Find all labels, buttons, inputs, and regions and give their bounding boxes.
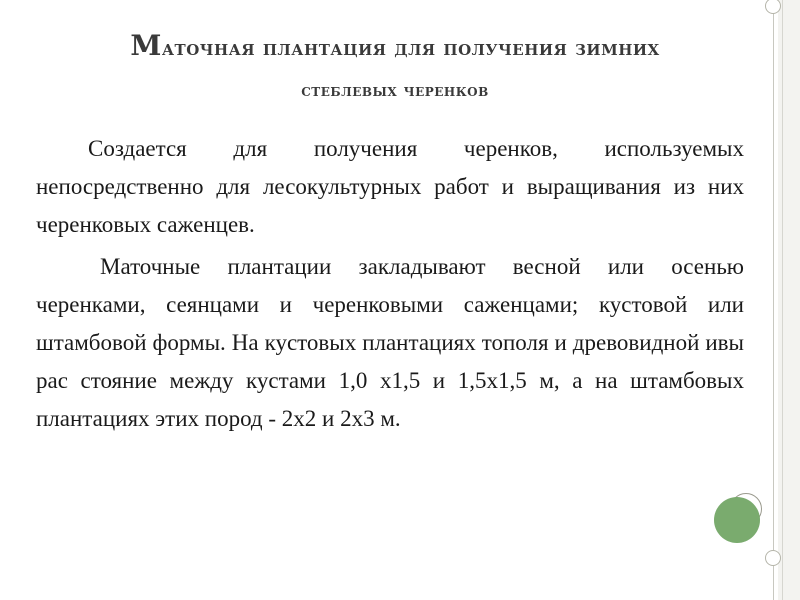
- slide-body: [36, 130, 744, 442]
- decor-circle-bottom: [765, 550, 781, 566]
- right-decor-line-inner: [782, 0, 783, 600]
- paragraph-1: Создается для получения черенков, используемых непосредственно для лесокультурных работ и выращивания из них черенковых саженцев.: [36, 136, 744, 237]
- title-line-2: стеблевых черенков: [301, 81, 489, 101]
- title-line-1-text: аточная плантация для получения зимних: [161, 35, 660, 60]
- title-initial-letter: М: [130, 29, 162, 62]
- decor-circle-green: [714, 497, 760, 543]
- paragraph-2: Маточные плантации закладывают весной или осенью черенками, сеянцами и черенковыми саженцами; кустовой или штамбовой формы. На кустовых плантациях тополя и древовидной ивы рас стояние между кустами 1,0 х1,5 и 1,5х1,5 м, а на штамбовых плантациях этих пород - 2х2 и 2х3 м.: [36, 254, 744, 431]
- slide-title: [30, 28, 760, 108]
- title-line-1: [30, 28, 760, 66]
- right-decor-line: [773, 0, 774, 600]
